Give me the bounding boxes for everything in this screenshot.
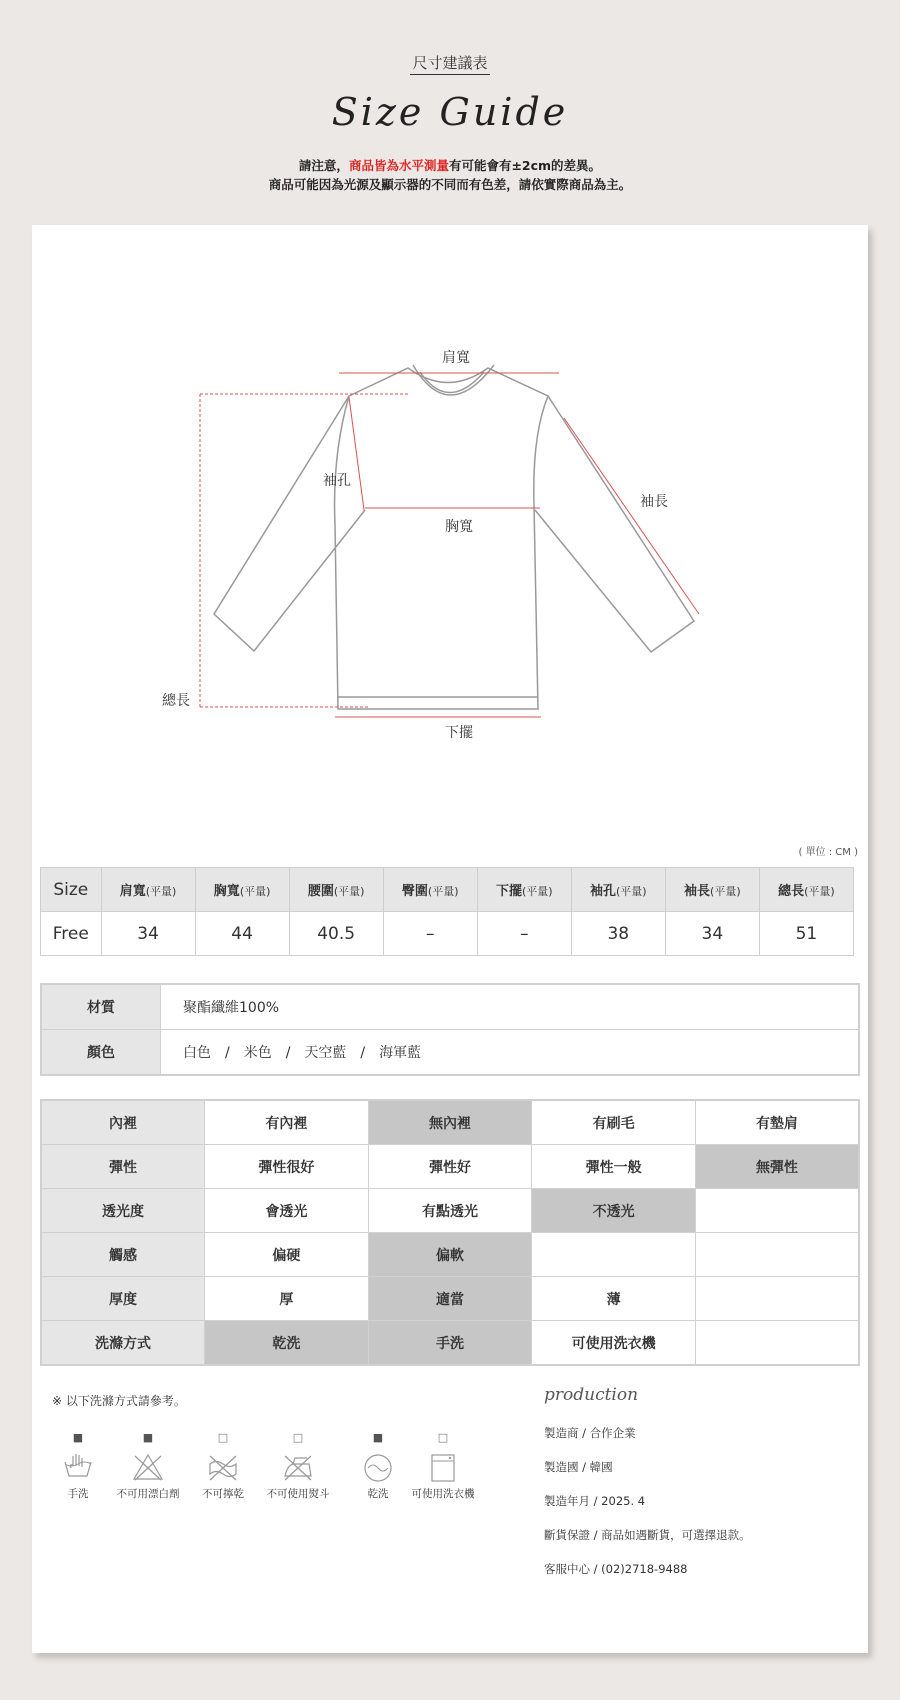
wash-label: 不可擰乾	[202, 1488, 244, 1500]
no-wring-icon	[206, 1452, 240, 1484]
hand-wash-icon	[61, 1452, 95, 1484]
wash-label: 不可使用熨斗	[266, 1488, 330, 1500]
feature-option	[695, 1233, 859, 1277]
feature-option: 偏硬	[205, 1233, 369, 1277]
wash-label: 手洗	[67, 1488, 89, 1500]
page-title: Size Guide	[331, 90, 569, 134]
size-header-cell: 腰圍(平量)	[289, 868, 383, 912]
wash-item	[403, 1430, 483, 1501]
size-value-cell: –	[383, 912, 477, 956]
feature-option: 彈性很好	[205, 1145, 369, 1189]
sweater-outline	[335, 368, 548, 709]
sleeve-measure-line	[564, 418, 699, 614]
size-value-cell: 51	[759, 912, 853, 956]
wash-item	[183, 1430, 263, 1501]
feature-label: 洗滌方式	[41, 1321, 205, 1366]
feature-option	[695, 1321, 859, 1366]
wash-mark: ■	[142, 1431, 154, 1444]
wash-mark: ■	[372, 1431, 384, 1444]
color-label: 顏色	[41, 1030, 161, 1076]
wash-item	[258, 1430, 338, 1501]
size-value-cell: 34	[101, 912, 195, 956]
label-length: 總長	[162, 693, 190, 709]
no-iron-icon	[281, 1452, 315, 1484]
feature-option: 適當	[368, 1277, 532, 1321]
feature-option: 會透光	[205, 1189, 369, 1233]
dry-clean-icon	[361, 1452, 395, 1484]
production-title: production	[544, 1385, 639, 1405]
size-value-cell: 40.5	[289, 912, 383, 956]
feature-row	[41, 1145, 859, 1189]
size-table-row	[41, 912, 854, 956]
wash-label: 乾洗	[367, 1488, 389, 1500]
feature-option: 無內裡	[368, 1100, 532, 1145]
production-line: 製造年月 / 2025. 4	[544, 1494, 646, 1508]
material-value: 聚酯纖維100%	[161, 984, 860, 1030]
info-table	[40, 983, 860, 1076]
feature-option: 有點透光	[368, 1189, 532, 1233]
feature-row	[41, 1321, 859, 1366]
production-line: 製造國 / 韓國	[544, 1460, 613, 1474]
size-header-cell: 下擺(平量)	[477, 868, 571, 912]
wash-mark: □	[292, 1431, 304, 1444]
color-value: 白色 / 米色 / 天空藍 / 海軍藍	[161, 1030, 860, 1076]
size-header-cell: 肩寬(平量)	[101, 868, 195, 912]
feature-option: 有墊肩	[695, 1100, 859, 1145]
feature-option: 薄	[532, 1277, 696, 1321]
sweater-collar	[413, 365, 494, 395]
label-shoulder: 肩寬	[442, 350, 470, 366]
wash-note: ※ 以下洗滌方式請參考。	[52, 1394, 186, 1408]
size-header-cell: 總長(平量)	[759, 868, 853, 912]
material-row	[41, 984, 859, 1030]
feature-option: 有刷毛	[532, 1100, 696, 1145]
size-header-cell: Size	[41, 868, 102, 912]
notice-measurement: 請注意，商品皆為水平測量有可能會有±2cm的差異。	[298, 158, 602, 173]
wash-item	[108, 1430, 188, 1501]
wash-mark: □	[437, 1431, 449, 1444]
armhole-measure-line	[349, 397, 364, 510]
garment-diagram	[32, 225, 868, 845]
size-header-cell: 胸寬(平量)	[195, 868, 289, 912]
unit-note: ( 單位 : CM )	[798, 847, 858, 858]
feature-table	[40, 1099, 860, 1366]
feature-label: 彈性	[41, 1145, 205, 1189]
page-caption: 尺寸建議表	[0, 52, 900, 73]
feature-option: 彈性一般	[532, 1145, 696, 1189]
feature-option: 不透光	[532, 1189, 696, 1233]
no-bleach-icon	[131, 1452, 165, 1484]
size-header-cell: 袖長(平量)	[665, 868, 759, 912]
label-sleeve: 袖長	[640, 494, 668, 510]
label-armhole: 袖孔	[323, 473, 351, 489]
feature-option	[532, 1233, 696, 1277]
feature-option	[695, 1189, 859, 1233]
feature-row	[41, 1100, 859, 1145]
production-line: 製造商 / 合作企業	[544, 1426, 636, 1440]
feature-option: 有內裡	[205, 1100, 369, 1145]
size-value-cell: 34	[665, 912, 759, 956]
wash-item	[38, 1430, 118, 1501]
feature-option: 彈性好	[368, 1145, 532, 1189]
notice-color: 商品可能因為光源及顯示器的不同而有色差，請依實際商品為主。	[268, 177, 632, 192]
label-hem: 下擺	[445, 725, 473, 741]
feature-option: 偏軟	[368, 1233, 532, 1277]
feature-option	[695, 1277, 859, 1321]
size-value-cell: 38	[571, 912, 665, 956]
feature-option: 乾洗	[205, 1321, 369, 1366]
feature-row	[41, 1189, 859, 1233]
feature-row	[41, 1233, 859, 1277]
feature-option: 可使用洗衣機	[532, 1321, 696, 1366]
washing-machine-icon	[426, 1452, 460, 1484]
label-chest: 胸寬	[445, 519, 473, 535]
feature-label: 內裡	[41, 1100, 205, 1145]
left-sleeve	[214, 396, 365, 651]
size-header-cell: 臀圍(平量)	[383, 868, 477, 912]
production-line: 客服中心 / (02)2718-9488	[544, 1562, 688, 1576]
wash-mark: ■	[72, 1431, 84, 1444]
feature-option: 手洗	[368, 1321, 532, 1366]
size-value-cell: 44	[195, 912, 289, 956]
wash-label: 不可用漂白劑	[116, 1488, 180, 1500]
feature-label: 透光度	[41, 1189, 205, 1233]
size-table	[40, 867, 854, 956]
size-header-cell: 袖孔(平量)	[571, 868, 665, 912]
size-table-header	[41, 868, 854, 912]
feature-option: 無彈性	[695, 1145, 859, 1189]
size-value-cell: Free	[41, 912, 102, 956]
wash-mark: □	[217, 1431, 229, 1444]
feature-label: 觸感	[41, 1233, 205, 1277]
material-label: 材質	[41, 984, 161, 1030]
feature-row	[41, 1277, 859, 1321]
size-value-cell: –	[477, 912, 571, 956]
feature-label: 厚度	[41, 1277, 205, 1321]
feature-option: 厚	[205, 1277, 369, 1321]
color-row	[41, 1030, 859, 1076]
wash-label: 可使用洗衣機	[411, 1488, 475, 1500]
size-guide-card	[32, 225, 868, 1653]
production-line: 斷貨保證 / 商品如遇斷貨，可選擇退款。	[544, 1528, 751, 1542]
right-sleeve	[535, 396, 694, 652]
